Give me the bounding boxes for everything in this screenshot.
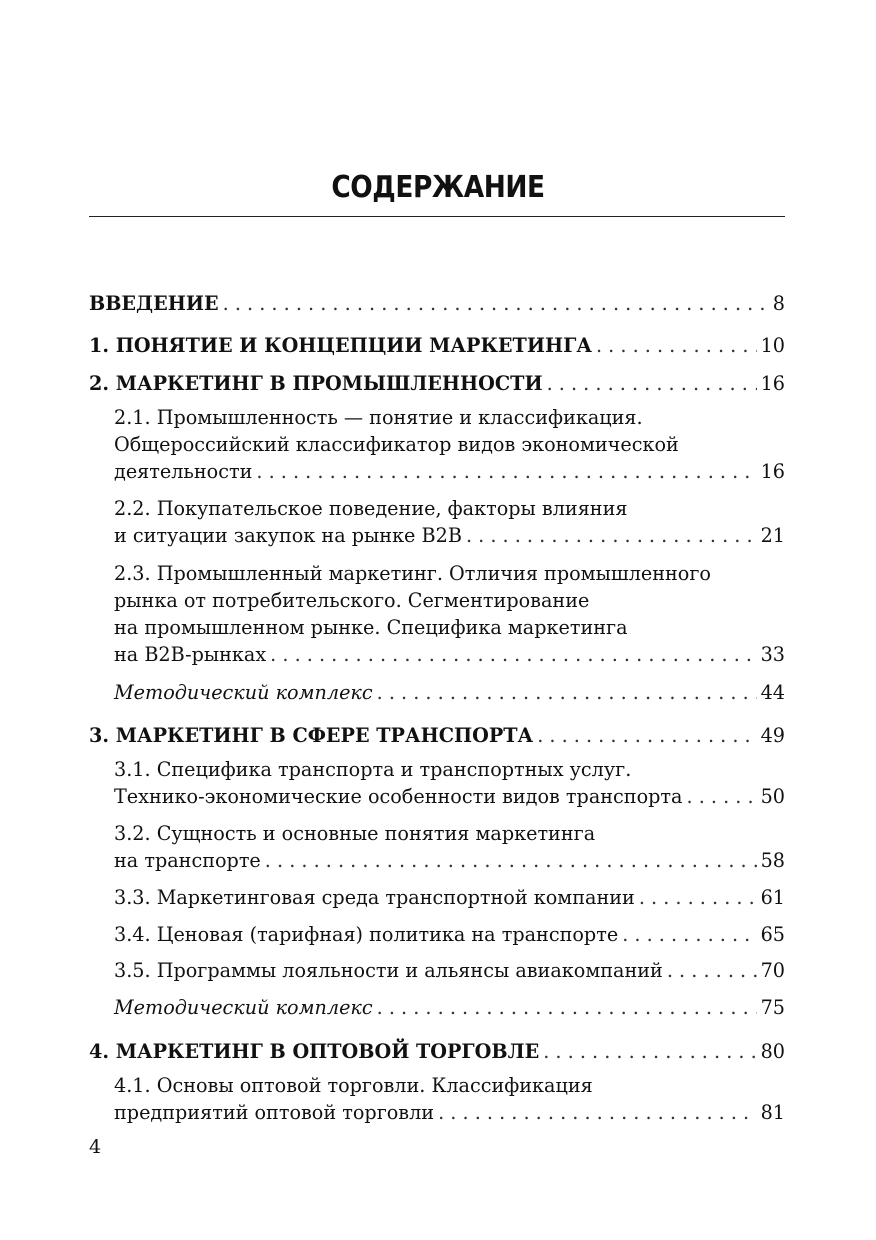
toc-page-number: 80: [760, 1040, 785, 1063]
dot-leader: [265, 847, 757, 874]
toc-entry[interactable]: [89, 495, 785, 549]
toc-entry-line: ВВЕДЕНИЕ: [89, 292, 219, 315]
toc-entry[interactable]: [89, 756, 785, 810]
toc-entry-line: 1. ПОНЯТИЕ И КОНЦЕПЦИИ МАРКЕТИНГА: [89, 334, 592, 357]
toc-entry-line: предприятий оптовой торговли: [114, 1101, 435, 1124]
toc-page-number: 81: [760, 1101, 785, 1124]
toc-entry[interactable]: [89, 1072, 785, 1126]
toc-entry-line: на транспорте: [114, 849, 261, 872]
toc-entry-line: Методический комплекс: [114, 996, 373, 1019]
toc-entry-line: 4.1. Основы оптовой торговли. Классификация: [114, 1074, 593, 1097]
dot-leader: [596, 332, 757, 359]
toc-page-number: 44: [760, 681, 785, 704]
toc-entry[interactable]: [89, 290, 785, 317]
toc-entry-line: 3.1. Специфика транспорта и транспортных услуг.: [114, 758, 632, 781]
toc-page-number: 61: [760, 886, 785, 909]
toc-page-number: 58: [760, 849, 785, 872]
toc-entry-line: на B2B-рынках: [114, 643, 267, 666]
toc-page-number: 10: [760, 334, 785, 357]
toc-page-number: 16: [760, 372, 785, 395]
toc-entry[interactable]: [89, 921, 785, 948]
dot-leader: [687, 783, 757, 810]
page-title: СОДЕРЖАНИЕ: [331, 170, 545, 205]
dot-leader: [438, 1099, 756, 1126]
dot-leader: [256, 458, 756, 485]
toc-entry-line: 3.5. Программы лояльности и альянсы авиакомпаний: [114, 959, 663, 982]
toc-entry[interactable]: [89, 332, 785, 359]
dot-leader: [270, 641, 756, 668]
dot-leader: [377, 994, 757, 1021]
toc-entry[interactable]: [89, 994, 785, 1021]
toc-entry-line: 2.1. Промышленность — понятие и классификация.: [114, 406, 643, 429]
toc-page-number: 16: [760, 460, 785, 483]
toc-entry-line: 3.4. Ценовая (тарифная) политика на транспорте: [114, 923, 619, 946]
dot-leader: [622, 921, 756, 948]
toc-entry[interactable]: [89, 1038, 785, 1065]
toc-entry-line: 2.2. Покупательское поведение, факторы влияния: [114, 497, 628, 520]
toc-entry[interactable]: [89, 404, 785, 485]
toc-entry-line: 3. МАРКЕТИНГ В СФЕРЕ ТРАНСПОРТА: [89, 724, 534, 747]
toc-entry[interactable]: [89, 957, 785, 984]
toc-page-number: 65: [760, 923, 785, 946]
toc-page-number: 75: [760, 996, 785, 1019]
toc-page-number: 50: [760, 785, 785, 808]
dot-leader: [547, 370, 757, 397]
title-rule: [89, 216, 785, 217]
toc-entry-line: 2. МАРКЕТИНГ В ПРОМЫШЛЕННОСТИ: [89, 372, 543, 395]
dot-leader: [639, 884, 757, 911]
toc-entry-line: рынка от потребительского. Сегментирование: [114, 589, 590, 612]
toc-entry-line: на промышленном рынке. Специфика маркетинга: [114, 616, 628, 639]
dot-leader: [667, 957, 757, 984]
toc-entry[interactable]: [89, 679, 785, 706]
toc-entry[interactable]: [89, 722, 785, 749]
toc-page-number: 8: [772, 292, 785, 315]
toc-entry-line: деятельности: [114, 460, 253, 483]
toc-entry[interactable]: [89, 560, 785, 668]
toc-page-number: 21: [760, 524, 785, 547]
toc-entry[interactable]: [89, 820, 785, 874]
dot-leader: [543, 1038, 756, 1065]
dot-leader: [537, 722, 756, 749]
toc-entry[interactable]: [89, 370, 785, 397]
toc-entry-line: Методический комплекс: [114, 681, 373, 704]
toc-entry-line: 2.3. Промышленный маркетинг. Отличия промышленного: [114, 562, 711, 585]
toc-page-number: 33: [760, 643, 785, 666]
toc-page-number: 70: [760, 959, 785, 982]
toc-entry-line: 3.3. Маркетинговая среда транспортной компании: [114, 886, 635, 909]
dot-leader: [377, 679, 757, 706]
toc-entry-line: Общероссийский классификатор видов экономической: [114, 433, 679, 456]
toc-page-number: 49: [760, 724, 785, 747]
page-number: 4: [89, 1136, 102, 1158]
dot-leader: [466, 522, 757, 549]
toc-entry-line: 3.2. Сущность и основные понятия маркетинга: [114, 822, 596, 845]
toc-entry-line: 4. МАРКЕТИНГ В ОПТОВОЙ ТОРГОВЛЕ: [89, 1040, 540, 1063]
toc-entry-line: и ситуации закупок на рынке B2B: [114, 524, 462, 547]
dot-leader: [223, 290, 769, 317]
toc-entry-line: Технико-экономические особенности видов транспорта: [114, 785, 683, 808]
toc-entry[interactable]: [89, 884, 785, 911]
